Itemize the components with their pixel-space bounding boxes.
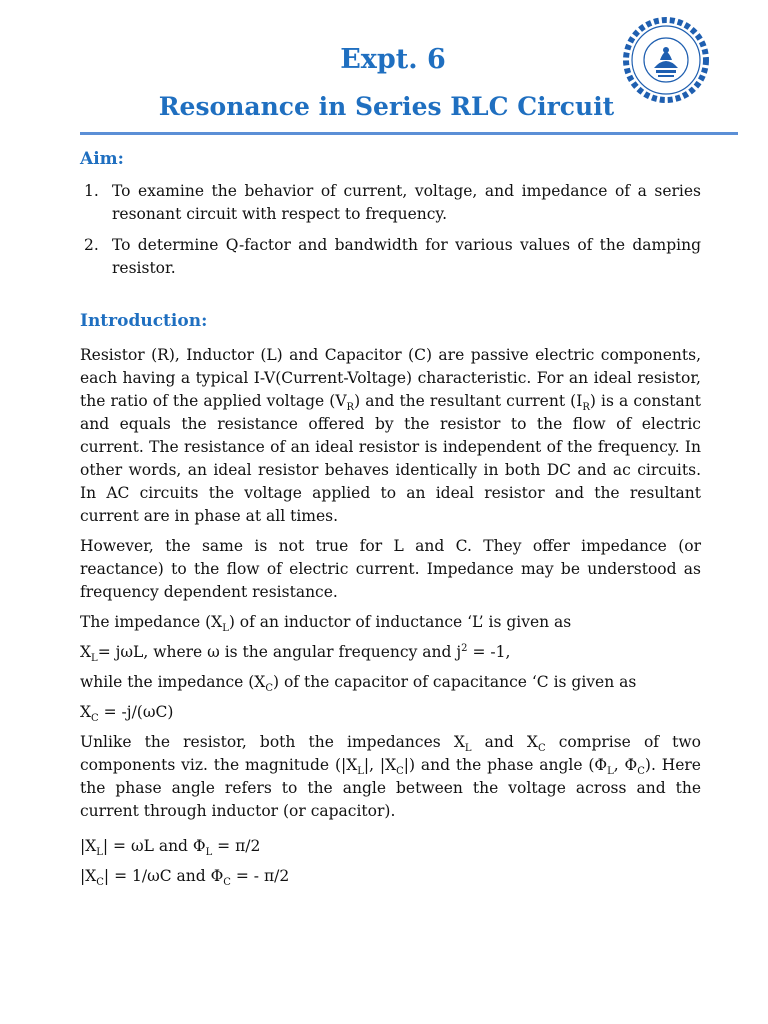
introduction-heading: Introduction: [80,311,208,331]
iit-bombay-emblem-icon [620,14,712,106]
list-item [80,234,701,280]
experiment-number: Expt. 6 [340,44,446,75]
equation-capacitor-magnitude: $|X_C| = 1/\omega C$ and $\Phi_C$ = - π/2 [80,867,290,889]
header-rule [80,132,738,135]
equation-capacitor-impedance: $X_C = -j/(\omega C)$ [80,703,174,725]
list-item-number: 1. [84,182,99,200]
list-item [80,180,701,226]
aim-heading: Aim: [80,149,124,169]
paragraph-inductor: The impedance $(X_L)$ of an inductor of inductance ‘L’ is given as [80,613,572,635]
equation-inductor-impedance: $X_L= j\omega L$, where ω is the angular frequency and $j^2 = -1$, [80,642,511,665]
list-item-text: To determine Q-factor and bandwidth for various values of the damping resistor. [112,236,701,277]
page-title: Resonance in Series RLC Circuit [158,92,615,121]
list-item-number: 2. [84,236,99,254]
list-item-text: To examine the behavior of current, voltage, and impedance of a series resonant circuit with respect to frequency. [112,182,701,223]
equation-inductor-magnitude: $|X_L| = \omega L$ and $\Phi_L = \pi/2$ [80,837,261,859]
paragraph-impedance: However, the same is not true for L and C. They offer impedance (or reactance) to the flow of electric current. Impedance may be understood as frequency dependent resistance. [80,537,701,601]
aim-list [80,180,701,288]
paragraph-magnitude-phase: Unlike the resistor, both the impedances $X_L$ and $X_C$ comprise of two components viz. the magnitude ($|X_L|$, $|X_C|$) and the phase angle ($\Phi_L$, $\Phi_C$). Here the phase angle refers to the angle between the voltage across and the current through inductor (or capacitor). [80,733,701,820]
introduction-body [80,344,701,895]
paragraph-resistor: Resistor (R), Inductor (L) and Capacitor (C) are passive electric components, each having a typical I-V(Current-Voltage) characteristic. For an ideal resistor, the ratio of the applied voltage $(V_R)$ and the resultant current $(I_R)$ is a constant and equals the resistance offered by the resistor to the flow of electric current. The resistance of an ideal resistor is independent of the frequency. In other words, an ideal resistor behaves identically in both DC and ac circuits. In AC circuits the voltage applied to an ideal resistor and the resultant current are in phase at all times. [80,346,701,525]
paragraph-capacitor: while the impedance $(X_C)$ of the capacitor of capacitance ‘C is given as [80,673,637,695]
